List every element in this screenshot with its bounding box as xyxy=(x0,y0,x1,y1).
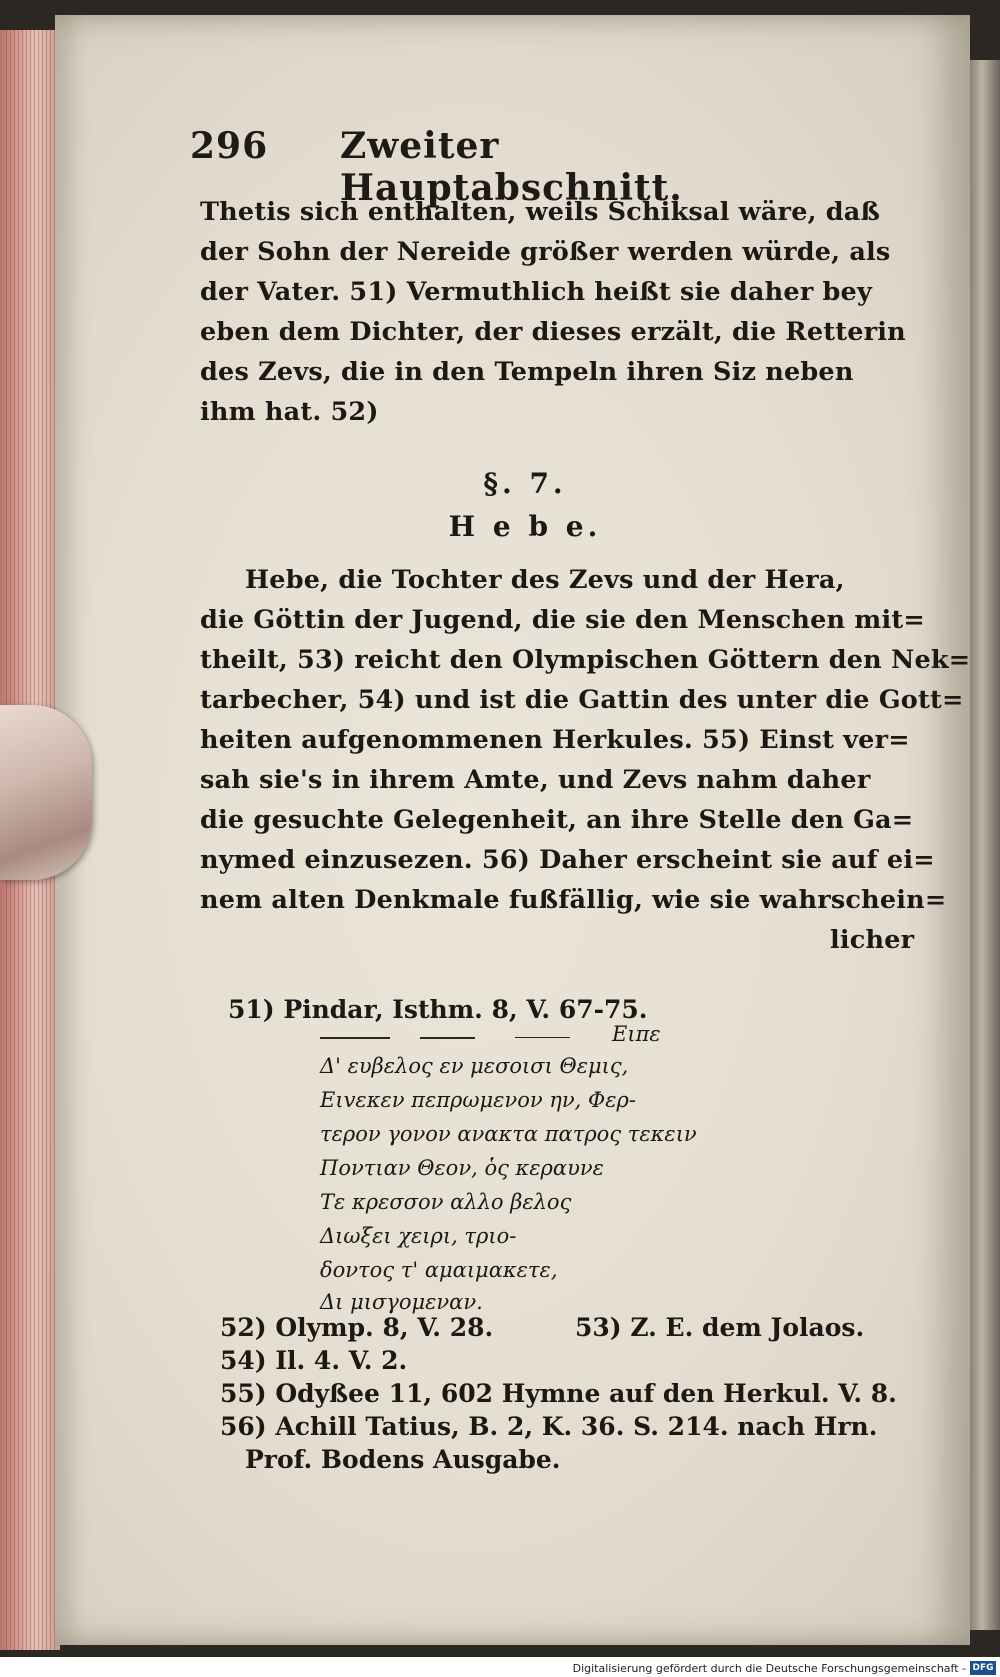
greek-line: τερον γονον ανακτα πατρος τεκειν xyxy=(320,1122,697,1146)
text-line: der Vater. 51) Vermuthlich heißt sie daher bey xyxy=(200,277,873,307)
footnote-53: 53) Z. E. dem Jolaos. xyxy=(575,1313,865,1342)
text-line: die Göttin der Jugend, die sie den Menschen mit= xyxy=(200,605,925,635)
greek-line: Τε κρεσσον αλλο βελος xyxy=(320,1190,572,1214)
footnote-51-ref: 51) Pindar, Isthm. 8, V. 67-75. xyxy=(228,995,648,1024)
greek-line: Ποντιαν Θεον, ὁς κεραυνε xyxy=(320,1156,604,1180)
dash-rule xyxy=(320,1037,390,1039)
footnote-54: 54) Il. 4. V. 2. xyxy=(220,1346,408,1375)
text-line: tarbecher, 54) und ist die Gattin des unter die Gott= xyxy=(200,685,964,715)
page-number: 296 xyxy=(190,125,269,167)
greek-line: Διωξει χειρι, τριο- xyxy=(320,1224,517,1248)
text-line: nem alten Denkmale fußfällig, wie sie wahrschein= xyxy=(200,885,947,915)
text-line: heiten aufgenommenen Herkules. 55) Einst ver= xyxy=(200,725,910,755)
catchword: licher xyxy=(830,925,915,955)
dash-rule xyxy=(420,1037,475,1039)
greek-line: Ειvεκεν πεπρωμενον ην, Φερ- xyxy=(320,1088,636,1112)
text-line: Hebe, die Tochter des Zevs und der Hera, xyxy=(245,565,845,595)
section-number: §. 7. xyxy=(483,467,567,500)
text-line: die gesuchte Gelegenheit, an ihre Stelle den Ga= xyxy=(200,805,914,835)
book-right-edge xyxy=(970,60,1000,1630)
greek-line: Δ' ευβελος εν μεσοισι Θεμις, xyxy=(320,1054,629,1078)
footnote-55: 55) Odyßee 11, 602 Hymne auf den Herkul. V. 8. xyxy=(220,1379,897,1408)
footnote-52: 52) Olymp. 8, V. 28. xyxy=(220,1313,494,1342)
footnote-56-cont: Prof. Bodens Ausgabe. xyxy=(245,1445,561,1474)
running-title: Zweiter Hauptabschnitt. xyxy=(340,125,683,209)
text-line: Thetis sich enthalten, weils Schiksal wäre, daß xyxy=(200,197,881,227)
section-title: H e b e. xyxy=(448,510,602,543)
page-clip xyxy=(0,705,92,880)
greek-line: Ειπε xyxy=(612,1022,661,1046)
running-head xyxy=(190,125,840,209)
text-line: des Zevs, die in den Tempeln ihren Siz neben xyxy=(200,357,854,387)
text-line: theilt, 53) reicht den Olympischen Göttern den Nek= xyxy=(200,645,971,675)
dfg-logo-icon: DFG xyxy=(970,1661,996,1675)
text-line: der Sohn der Nereide größer werden würde, als xyxy=(200,237,891,267)
text-line: ihm hat. 52) xyxy=(200,397,379,427)
footnote-56: 56) Achill Tatius, B. 2, K. 36. S. 214. nach Hrn. xyxy=(220,1412,878,1441)
text-line: eben dem Dichter, der dieses erzält, die Retterin xyxy=(200,317,906,347)
text-line: sah sie's in ihrem Amte, und Zevs nahm daher xyxy=(200,765,871,795)
digitization-credit: Digitalisierung gefördert durch die Deutsche Forschungsgemeinschaft - xyxy=(572,1662,966,1675)
dash-rule xyxy=(515,1037,570,1038)
greek-line: δοντος τ' αμαιμακετε, xyxy=(320,1258,558,1282)
greek-line: Δι μισγομεναν. xyxy=(320,1290,483,1314)
text-line: nymed einzusezen. 56) Daher erscheint sie auf ei= xyxy=(200,845,935,875)
